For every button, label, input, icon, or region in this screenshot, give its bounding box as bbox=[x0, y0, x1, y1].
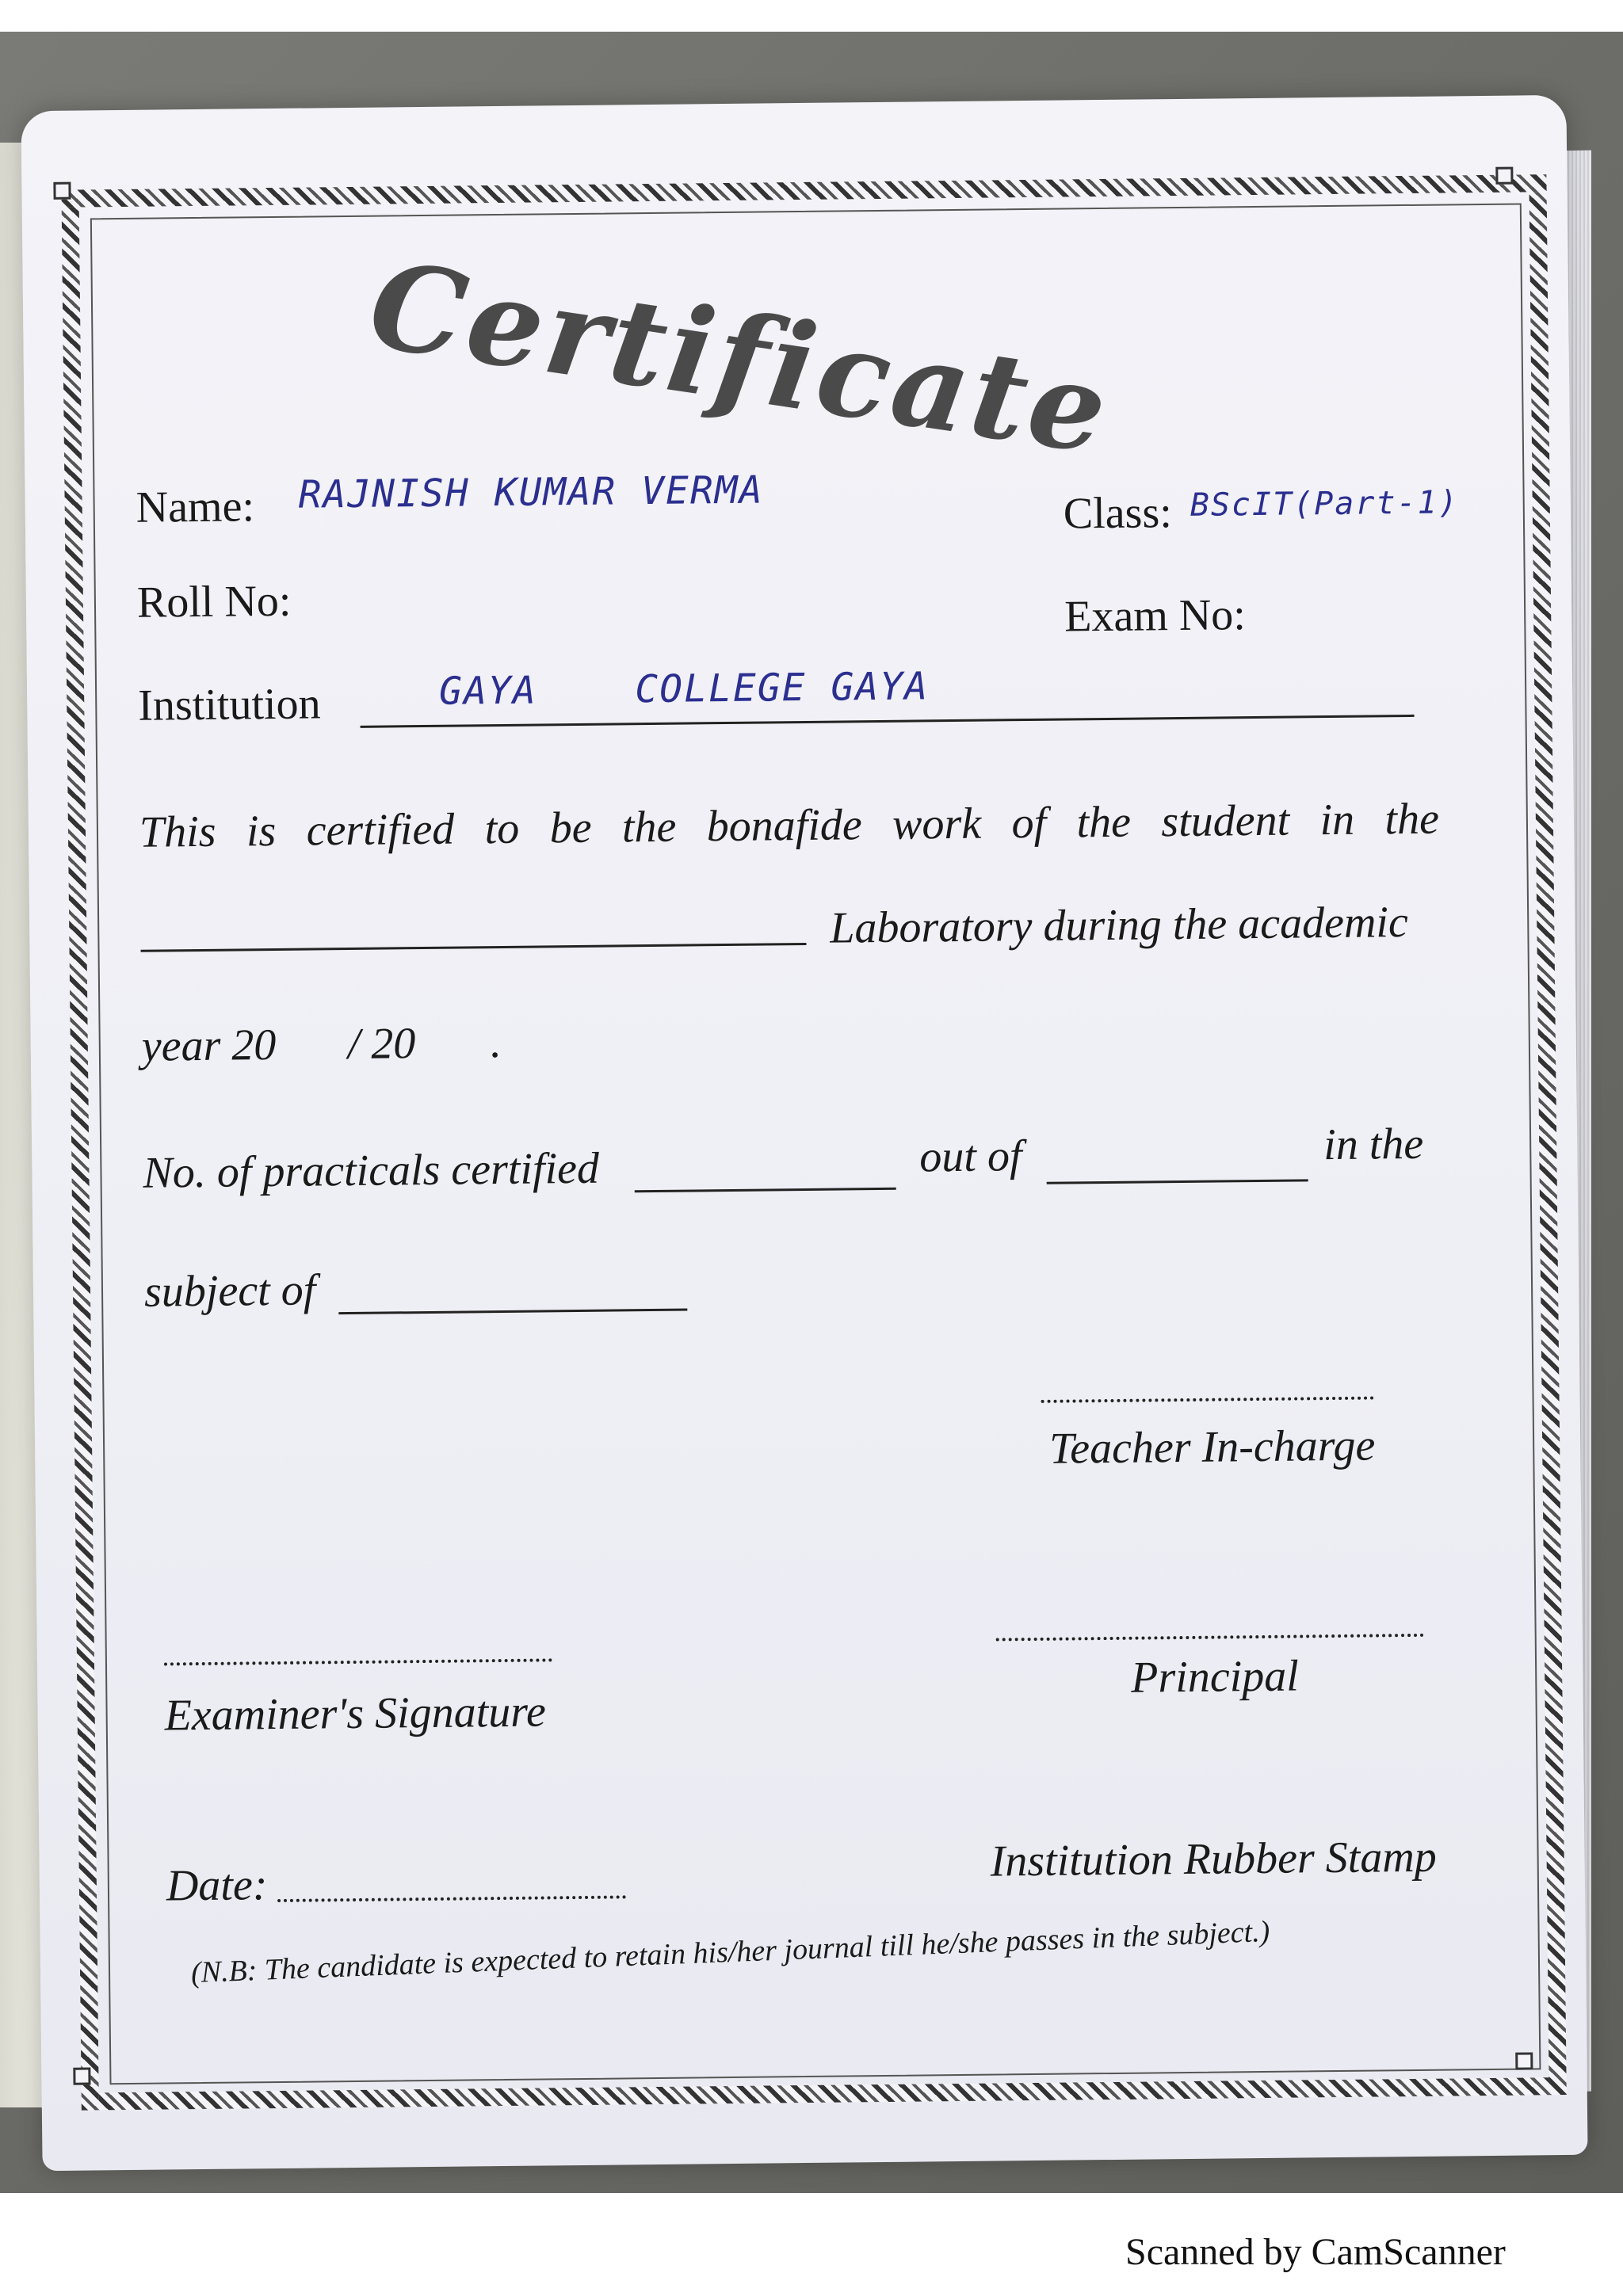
note-text: (N.B: The candidate is expected to retain his/her journal till he/she passes in the subject.) bbox=[190, 1914, 1271, 1990]
certification-line-2: Laboratory during the academic bbox=[829, 898, 1409, 953]
corner-ornament bbox=[73, 2067, 90, 2084]
teacher-label: Teacher In-charge bbox=[1048, 1421, 1376, 1474]
corner-ornament bbox=[1495, 167, 1513, 185]
in-the-label: in the bbox=[1323, 1119, 1424, 1170]
certificate-title: Certificate bbox=[361, 235, 1118, 482]
date-label: Date: bbox=[166, 1860, 268, 1911]
name-label: Name: bbox=[136, 482, 255, 532]
examiner-label: Examiner's Signature bbox=[164, 1687, 547, 1741]
stamp-label: Institution Rubber Stamp bbox=[990, 1832, 1438, 1886]
year-end: . bbox=[490, 1017, 502, 1068]
subject-of-label: subject of bbox=[143, 1265, 316, 1317]
certification-line-1: This is certified to be the bonafide work of the student in the bbox=[139, 794, 1440, 857]
year-mid: / 20 bbox=[347, 1019, 416, 1070]
institution-label: Institution bbox=[137, 679, 321, 730]
practicals-label: No. of practicals certified bbox=[143, 1143, 600, 1198]
corner-ornament bbox=[53, 182, 71, 200]
corner-ornament bbox=[1515, 2052, 1533, 2069]
year-prefix: year 20 bbox=[141, 1020, 277, 1071]
certificate-page bbox=[21, 95, 1587, 2171]
class-label: Class: bbox=[1063, 488, 1173, 539]
exam-no-label: Exam No: bbox=[1064, 590, 1247, 642]
camscanner-watermark: Scanned by CamScanner bbox=[1125, 2231, 1506, 2273]
class-value: BScIT(Part-1) bbox=[1190, 484, 1460, 524]
institution-value: GAYA COLLEGE GAYA bbox=[438, 664, 930, 714]
principal-label: Principal bbox=[1130, 1651, 1300, 1703]
name-value: RAJNISH KUMAR VERMA bbox=[298, 467, 764, 517]
out-of-label: out of bbox=[919, 1131, 1022, 1182]
roll-no-label: Roll No: bbox=[136, 576, 292, 627]
